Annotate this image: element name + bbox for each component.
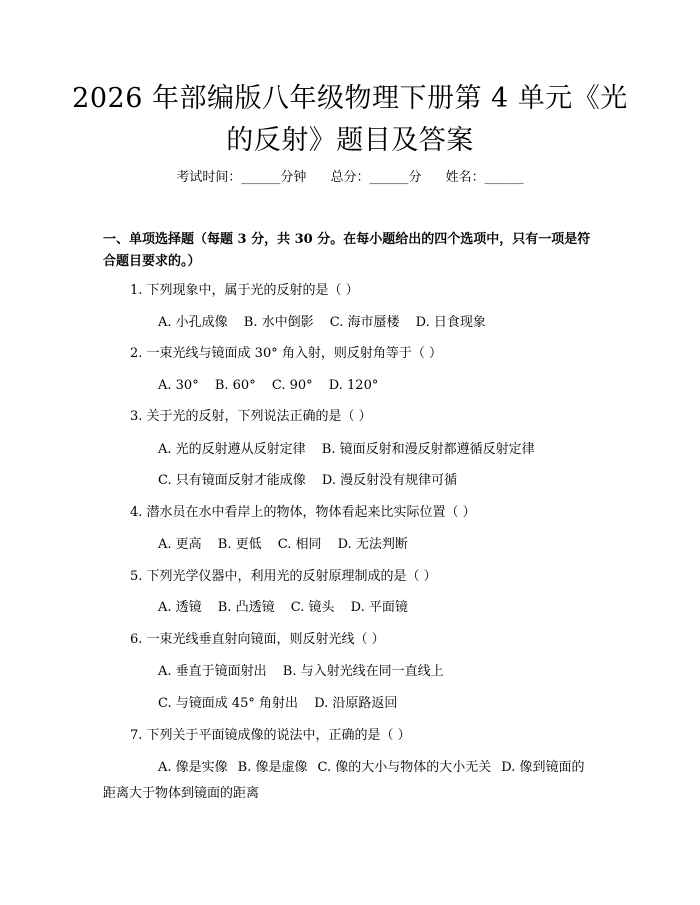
question-6-options-row-1 [158,662,608,682]
option: C. 只有镜面反射才能成像 [158,473,306,488]
option: C. 海市蜃楼 [329,315,400,330]
question-3: 3. 关于光的反射，下列说法正确的是（ ） [130,409,372,424]
option: D. 沿原路返回 [314,696,398,711]
option: D. 无法判断 [337,537,408,552]
option: C. 90° [271,378,313,393]
question-6-options-row-2 [158,694,608,714]
option: A. 像是实像 [158,760,228,775]
exam-time: 考试时间：______分钟 [176,170,307,185]
option: B. 像是虚像 [237,760,308,775]
option: B. 与入射光线在同一直线上 [282,664,444,679]
option: C. 镜头 [290,600,335,615]
option: D. 平面镜 [350,600,408,615]
option: D. 日食现象 [415,315,486,330]
option: C. 像的大小与物体的大小无关 [317,760,492,775]
option: D. 漫反射没有规律可循 [321,473,458,488]
option: A. 更高 [158,537,202,552]
option: A. 光的反射遵从反射定律 [158,442,306,457]
option: D. 120° [328,378,379,393]
question-7-options [103,755,597,807]
question-6: 6. 一束光线垂直射向镜面，则反射光线（ ） [130,632,385,647]
option: B. 60° [214,378,256,393]
option: A. 30° [158,378,199,393]
question-5: 5. 下列光学仪器中，利用光的反射原理制成的是（ ） [130,569,437,584]
option: A. 小孔成像 [158,315,228,330]
option: C. 与镜面成 45° 角射出 [158,696,299,711]
question-1: 1. 下列现象中，属于光的反射的是（ ） [130,283,359,298]
exam-score: 总分：______分 [330,170,422,185]
question-1-options [158,313,608,333]
option: B. 更低 [217,537,262,552]
section-heading: 一、单项选择题（每题 3 分，共 30 分。在每小题给出的四个选项中，只有一项是符合题目要求的。） [103,232,591,269]
document-title: 2026 年部编版八年级物理下册第 4 单元《光的反射》题目及答案 [72,83,628,156]
option: D. 像到镜面的距离大于物体到镜面的距离 [103,760,585,801]
question-3-options-row-1 [158,440,608,460]
student-name: 姓名：______ [445,170,524,185]
option: B. 镜面反射和漫反射都遵循反射定律 [321,442,535,457]
exam-meta [0,168,700,188]
option: C. 相同 [277,537,322,552]
question-2-options [158,376,608,396]
question-3-options-row-2 [158,471,608,491]
question-5-options [158,598,608,618]
option: B. 水中倒影 [243,315,314,330]
option: A. 透镜 [158,600,202,615]
question-4: 4. 潜水员在水中看岸上的物体，物体看起来比实际位置（ ） [130,505,476,520]
option: B. 凸透镜 [217,600,275,615]
question-7: 7. 下列关于平面镜成像的说法中，正确的是（ ） [130,728,411,743]
question-2: 2. 一束光线与镜面成 30° 角入射，则反射角等于（ ） [130,346,442,361]
option: A. 垂直于镜面射出 [158,664,267,679]
question-4-options [158,535,608,555]
